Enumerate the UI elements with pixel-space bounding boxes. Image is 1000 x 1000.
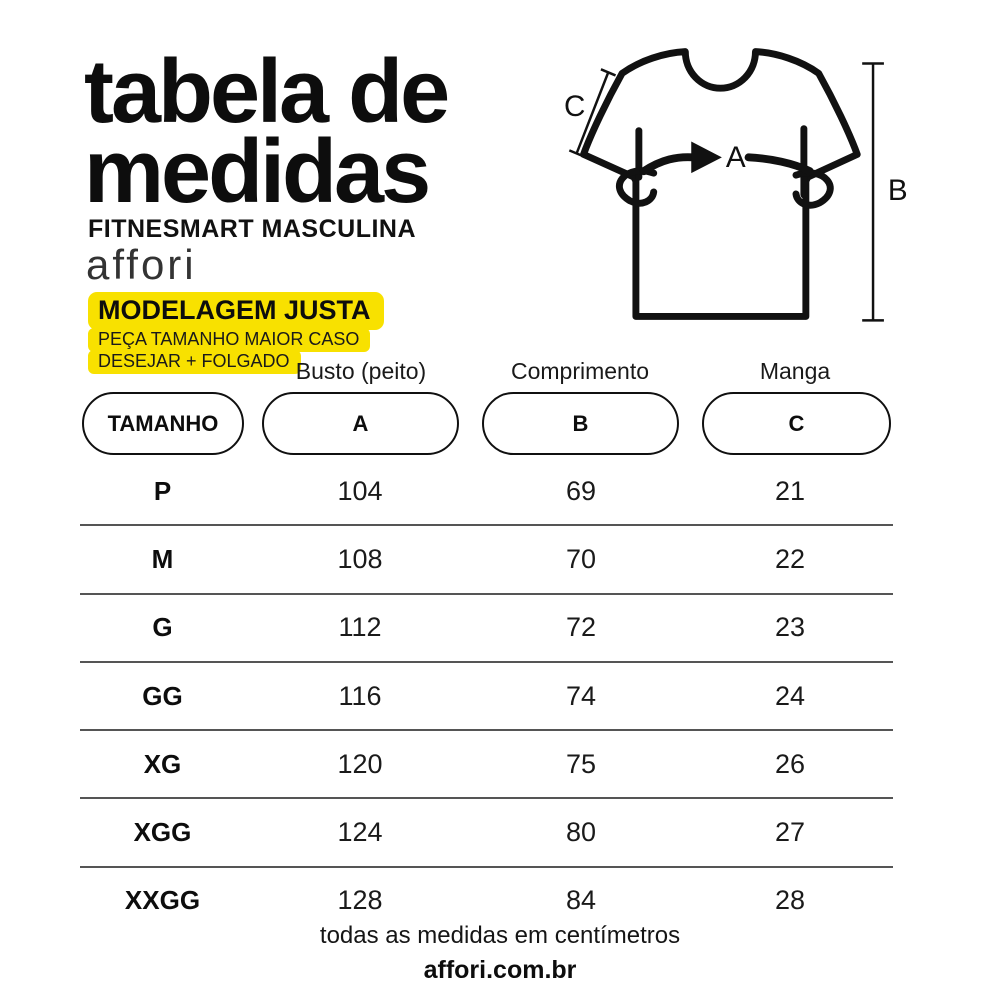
cell-comprimento: 69	[565, 475, 597, 506]
table-row-gg	[80, 663, 893, 731]
page-title	[84, 42, 448, 222]
cell-size: XGG	[133, 817, 192, 848]
cell-manga: 24	[774, 680, 806, 711]
cell-comprimento: 70	[565, 543, 597, 574]
cell-busto: 124	[337, 817, 383, 848]
cell-manga: 26	[774, 748, 806, 779]
cell-comprimento: 75	[565, 748, 597, 779]
measurement-label-b: B	[887, 173, 908, 207]
column-group-comprimento: Comprimento	[510, 358, 650, 384]
table-row-p	[80, 458, 893, 526]
cell-comprimento: 84	[565, 885, 597, 916]
fit-badge-note-line2: DESEJAR + FOLGADO	[88, 350, 301, 374]
cell-comprimento: 72	[565, 612, 597, 643]
footer-site: affori.com.br	[423, 956, 577, 984]
header-pill-a: A	[262, 392, 459, 455]
column-group-busto: Busto (peito)	[295, 358, 427, 384]
column-group-manga: Manga	[759, 358, 831, 384]
cell-busto: 112	[338, 612, 382, 643]
tshirt-diagram	[545, 28, 960, 346]
cell-size: G	[152, 612, 173, 643]
cell-busto: 116	[338, 680, 382, 711]
header-pill-tamanho: TAMANHO	[82, 392, 244, 455]
cell-manga: 23	[774, 612, 806, 643]
table-row-xgg	[80, 799, 893, 867]
tshirt-outline	[584, 52, 858, 317]
measurement-label-c: C	[563, 89, 586, 123]
cell-busto: 128	[337, 885, 383, 916]
footer-note: todas as medidas em centímetros	[319, 922, 681, 949]
fit-badge-title: MODELAGEM JUSTA	[88, 292, 384, 330]
cell-manga: 28	[774, 885, 806, 916]
cell-size: M	[151, 543, 174, 574]
brand-logo: affori	[86, 241, 197, 288]
cell-size: GG	[142, 680, 183, 711]
cell-manga: 22	[774, 543, 806, 574]
cell-size: XG	[143, 748, 182, 779]
size-table	[80, 458, 893, 934]
fit-badge-note-line1: PEÇA TAMANHO MAIOR CASO	[88, 328, 370, 352]
page-title-line1: tabela de	[84, 42, 448, 142]
table-row-g	[80, 595, 893, 663]
cell-comprimento: 74	[565, 680, 597, 711]
cell-busto: 108	[337, 543, 383, 574]
header-pill-b: B	[482, 392, 679, 455]
header-pill-c: C	[702, 392, 891, 455]
cell-busto: 104	[337, 475, 383, 506]
cell-size: P	[153, 475, 172, 506]
cell-comprimento: 80	[565, 817, 597, 848]
product-subtitle: FITNESMART MASCULINA	[88, 215, 417, 243]
table-row-m	[80, 526, 893, 594]
table-row-xg	[80, 731, 893, 799]
measurement-label-a: A	[725, 141, 746, 175]
cell-size: XXGG	[124, 885, 201, 916]
page-title-line2: medidas	[84, 122, 429, 222]
cell-manga: 27	[774, 817, 806, 848]
cell-manga: 21	[774, 475, 806, 506]
cell-busto: 120	[337, 748, 383, 779]
